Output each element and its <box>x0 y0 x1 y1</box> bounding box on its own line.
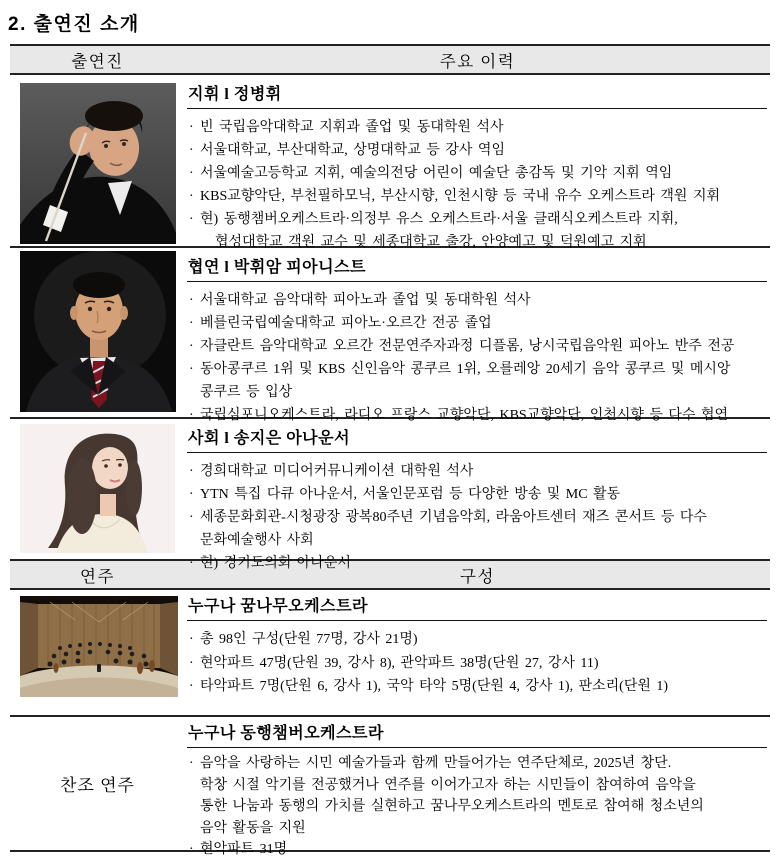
pianist-portrait-photo <box>20 251 176 412</box>
header-cell-composition: 구성 <box>460 566 495 586</box>
bullet-dot: · <box>189 143 194 158</box>
bio-line <box>187 529 767 552</box>
performance-row-orchestra <box>10 590 770 717</box>
cast-table-header <box>10 44 770 75</box>
bullet-dot: · <box>189 679 194 694</box>
bio-text: 빈 국립음악대학교 지휘과 졸업 및 동대학원 석사 <box>200 120 504 135</box>
bio-text: 경희대학교 미디어커뮤니케이션 대학원 석사 <box>200 464 474 479</box>
bio-line <box>187 208 767 231</box>
bio-text: 학창 시절 악기를 전공했거나 연주를 이어가고자 하는 시민들이 참여하여 음악을 <box>200 777 696 793</box>
cast-row-announcer <box>10 419 770 571</box>
page-title: 2. 출연진 소개 <box>8 14 140 35</box>
bio-line <box>187 460 767 483</box>
bullet-dot: · <box>189 316 194 331</box>
bio-lines <box>187 282 767 427</box>
bullet-dot: · <box>189 339 194 354</box>
bio-text: 세종문화회관-시청광장 광복80주년 기념음악회, 라움아트센터 재즈 콘서트 등 다수 <box>200 510 707 525</box>
conductor-bio <box>185 75 770 250</box>
bullet-dot: · <box>189 556 194 571</box>
bullet-dot: · <box>189 293 194 308</box>
bio-lines <box>187 453 767 575</box>
bio-lines <box>187 109 767 254</box>
bio-line <box>187 185 767 208</box>
bio-text: 타악파트 7명(단원 6, 강사 1), 국악 타악 5명(단원 4, 강사 1), 판소리(단원 1) <box>200 679 669 694</box>
bullet-dot: · <box>189 510 194 525</box>
bio-text: 동아콩쿠르 1위 및 KBS 신인음악 콩쿠르 1위, 오를레앙 20세기 음악 콩쿠르 및 메시앙 <box>200 362 731 377</box>
header-cell-career: 주요 이력 <box>439 51 516 71</box>
bio-text: 자클란트 음악대학교 오르간 전문연주자과정 디플롬, 낭시국립음악원 피아노 반주 전공 <box>200 339 735 354</box>
bio-line <box>187 775 767 797</box>
header-cell-cast: 출연진 <box>71 51 124 71</box>
bio-line <box>187 839 767 861</box>
performance-row-chamber <box>10 717 770 857</box>
bio-line <box>187 335 767 358</box>
bio-line <box>187 652 767 676</box>
bullet-dot: · <box>189 362 194 377</box>
bullet-dot: · <box>189 464 194 479</box>
bio-line <box>187 675 767 699</box>
bio-line <box>187 381 767 404</box>
bio-line <box>187 139 767 162</box>
orchestra-stage-photo <box>20 596 178 697</box>
chamber-info <box>185 717 770 857</box>
section-title: 누구나 동행챔버오케스트라 <box>187 719 767 748</box>
bio-line <box>187 818 767 840</box>
section-title: 사회 l 송지은 아나운서 <box>187 424 767 453</box>
bio-line <box>187 312 767 335</box>
section-title: 협연 l 박휘암 피아니스트 <box>187 253 767 282</box>
cast-row-pianist <box>10 248 770 423</box>
bio-text: 서울예술고등학교 지휘, 예술의전당 어린이 예술단 총감독 및 기악 지휘 역임 <box>200 166 673 181</box>
bullet-dot: · <box>189 212 194 227</box>
bullet-dot: · <box>189 632 194 647</box>
pianist-photo-cell <box>10 248 185 417</box>
bullet-dot: · <box>189 408 194 423</box>
bullet-dot: · <box>189 842 194 857</box>
bullet-dot: · <box>189 166 194 181</box>
cast-table <box>10 44 770 857</box>
bio-line <box>187 116 767 139</box>
header-cell-performance: 연주 <box>80 566 115 586</box>
bio-text: 현악파트 47명(단원 39, 강사 8), 관악파트 38명(단원 27, 강사 11) <box>200 655 599 671</box>
bio-text: 서울대학교, 부산대학교, 상명대학교 등 강사 역임 <box>200 143 505 158</box>
bullet-dot: · <box>189 655 194 671</box>
bullet-dot: · <box>189 487 194 502</box>
bio-line <box>187 753 767 775</box>
bio-lines <box>187 748 767 861</box>
bio-line <box>187 483 767 506</box>
announcer-photo-cell <box>10 419 185 559</box>
bio-text: 국립심포니오케스트라, 라디오 프랑스 교향악단, KBS교향악단, 인천시향 등 다수 협연 <box>200 408 729 423</box>
bio-line <box>187 289 767 312</box>
bio-text: 현) 동행챔버오케스트라·의정부 유스 오케스트라·서울 클래식오케스트라 지휘, <box>200 212 678 227</box>
section-title: 누구나 꿈나무오케스트라 <box>187 592 767 621</box>
conductor-portrait-photo <box>20 83 176 244</box>
bullet-dot: · <box>189 756 194 771</box>
bio-text: 총 98인 구성(단원 77명, 강사 21명) <box>200 632 418 647</box>
cast-row-conductor <box>10 75 770 248</box>
announcer-bio <box>185 419 770 571</box>
bio-text: 통한 나눔과 동행의 가치를 실현하고 꿈나무오케스트라의 멘토로 참여해 청소년의 <box>200 799 704 814</box>
bio-text: 현악파트 31명 <box>200 842 288 857</box>
bio-text: 협성대학교 객원 교수 및 세종대학교 출강, 안양예고 및 덕원예고 지휘 <box>215 235 647 250</box>
bullet-dot: · <box>189 189 194 204</box>
orchestra-photo-cell <box>10 590 185 715</box>
bio-line <box>187 358 767 381</box>
bio-line <box>187 162 767 185</box>
pianist-bio <box>185 248 770 423</box>
orchestra-info <box>185 590 770 715</box>
bio-text: 콩쿠르 등 입상 <box>200 385 293 400</box>
supporting-performance-label: 찬조 연주 <box>60 776 135 795</box>
bio-text: 문화예술행사 사회 <box>200 533 314 548</box>
conductor-photo-cell <box>10 75 185 246</box>
bio-lines <box>187 621 767 699</box>
bullet-dot: · <box>189 120 194 135</box>
bio-line <box>187 506 767 529</box>
bio-text: 베를린국립예술대학교 피아노·오르간 전공 졸업 <box>200 316 492 331</box>
section-title: 지휘 l 정병휘 <box>187 80 767 109</box>
performance-table-header <box>10 559 770 590</box>
bio-line <box>187 796 767 818</box>
bio-text: 현) 경기도의회 아나운서 <box>200 556 351 571</box>
bio-text: 서울대학교 음악대학 피아노과 졸업 및 동대학원 석사 <box>200 293 531 308</box>
announcer-portrait-photo <box>20 424 175 553</box>
bio-text: 음악 활동을 지원 <box>200 820 306 836</box>
bio-line <box>187 628 767 652</box>
bio-text: YTN 특집 다큐 아나운서, 서울인문포럼 등 다양한 방송 및 MC 활동 <box>200 487 621 502</box>
bio-text: KBS교향악단, 부천필하모닉, 부산시향, 인천시향 등 국내 유수 오케스트라 객원 지휘 <box>200 189 721 204</box>
bio-text: 음악을 사랑하는 시민 예술가들과 함께 만들어가는 연주단체로, 2025년 창단. <box>200 756 672 771</box>
